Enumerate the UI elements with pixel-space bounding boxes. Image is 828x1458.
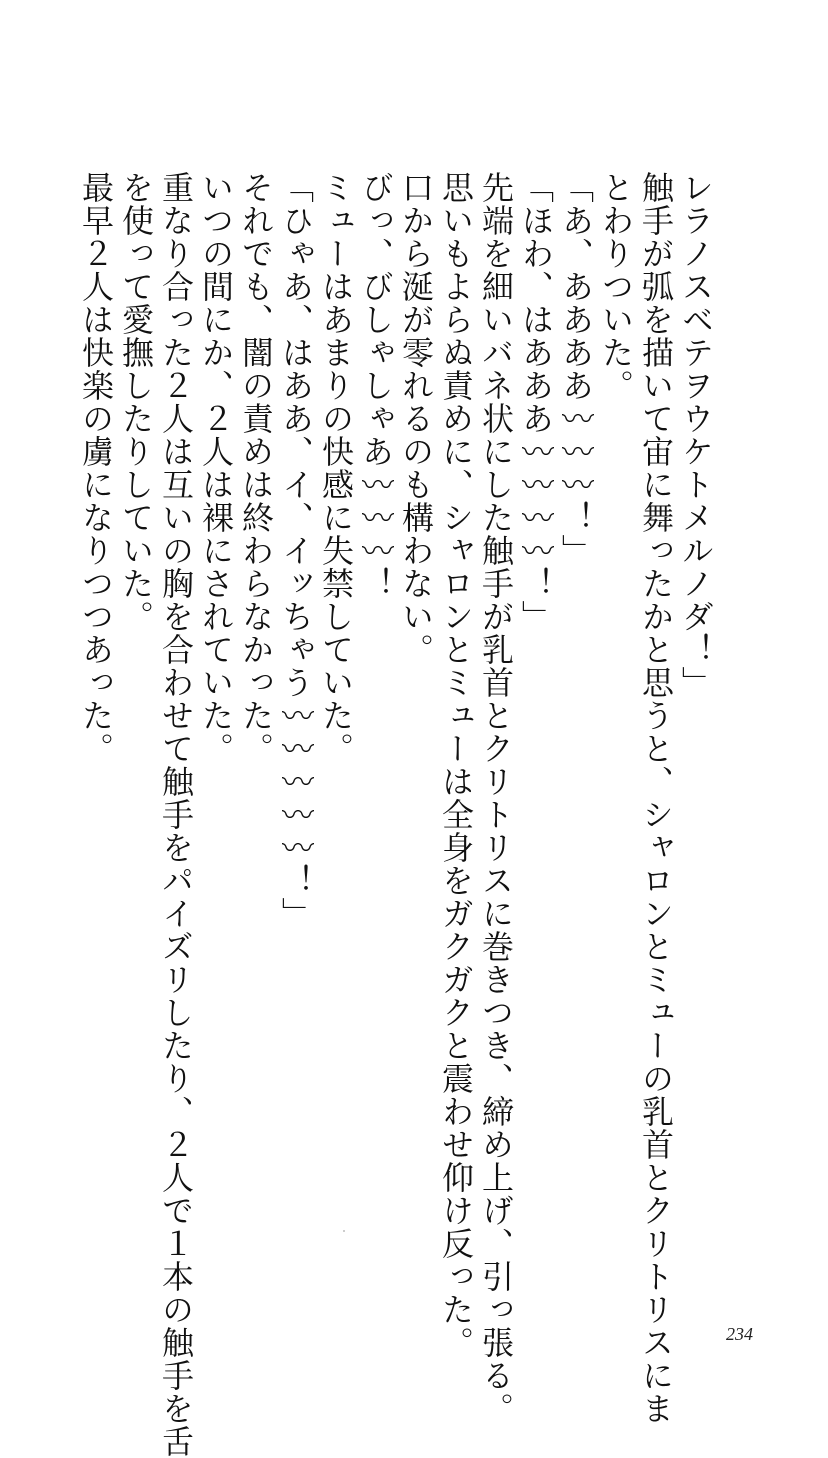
text-line: ミューはあまりの快感に失禁していた。 — [317, 171, 355, 765]
text-line: いつの間にか、２人は裸にされていた。 — [197, 171, 235, 765]
text-line: 「ほわ、はあああ〰〰〰〰！」 — [517, 171, 555, 633]
text-line: びっ、びしゃしゃあ〰〰〰！ — [357, 171, 395, 600]
text-line: 「ひゃあ、はああ、イ、イッちゃう〰〰〰〰〰！」 — [277, 171, 315, 930]
text-line: 最早２人は快楽の虜になりつつあった。 — [77, 171, 115, 765]
text-line: を使って愛撫したりしていた。 — [117, 171, 155, 633]
text-line: 重なり合った２人は互いの胸を合わせて触手をパイズリしたり、２人で１本の触手を舌 — [157, 171, 195, 1458]
text-line: それでも、闇の責めは終わらなかった。 — [237, 171, 275, 765]
page-number: 234 — [726, 1324, 753, 1344]
text-line: 先端を細いバネ状にした触手が乳首とクリトリスに巻きつき、締め上げ、引っ張る。 — [477, 171, 515, 1425]
text-line: とわりついた。 — [597, 171, 635, 402]
text-line: 触手が弧を描いて宙に舞ったかと思うと、シャロンとミューの乳首とクリトリスにま — [637, 171, 675, 1425]
text-line: レラノスベテヲウケトメルノダ！」 — [677, 171, 715, 699]
text-line: 思いもよらぬ責めに、シャロンとミューは全身をガクガクと震わせ仰け反った。 — [437, 171, 475, 1359]
text-line: 口から涎が零れるのも構わない。 — [397, 171, 435, 666]
text-line: 「あ、ああああ〰〰〰！」 — [557, 171, 595, 567]
speck-mark — [343, 1230, 345, 1232]
